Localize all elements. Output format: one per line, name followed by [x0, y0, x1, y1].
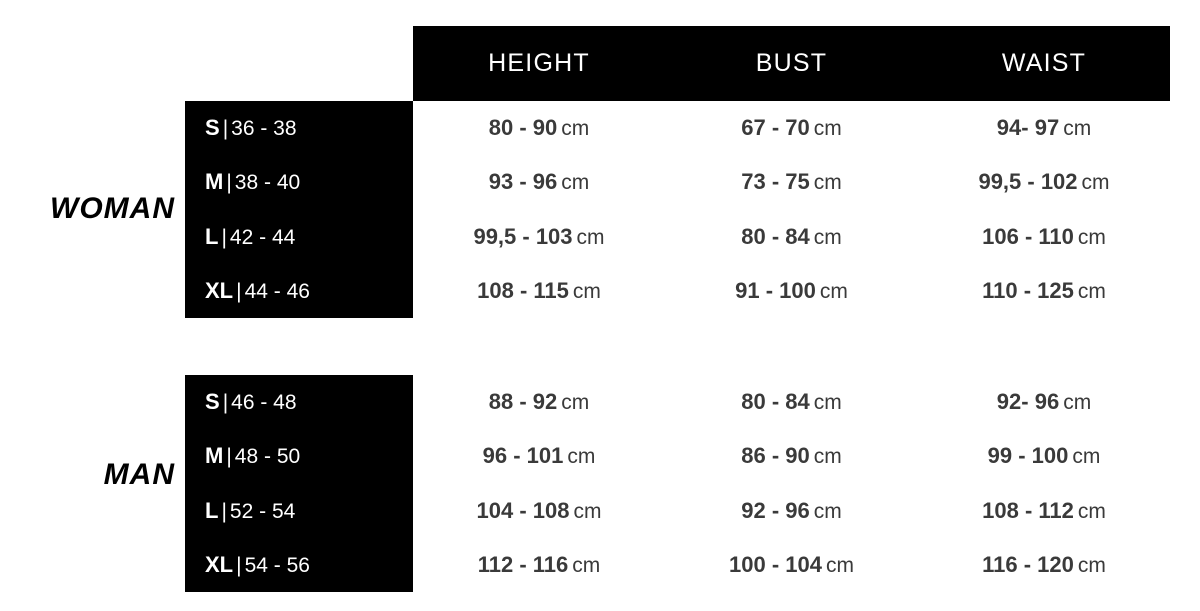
- unit-label: cm: [1077, 225, 1106, 249]
- waist-value: 116 - 120: [982, 551, 1074, 577]
- cell-height: [413, 498, 665, 524]
- waist-value: 99 - 100: [987, 443, 1069, 469]
- size-separator: |: [221, 499, 227, 523]
- size-letter: S: [205, 115, 220, 141]
- table-row: [185, 155, 1170, 209]
- bust-value: 91 - 100: [735, 277, 816, 303]
- unit-label: cm: [1077, 279, 1106, 303]
- unit-label: cm: [813, 391, 842, 415]
- cell-height: [413, 443, 665, 469]
- table-row: [185, 538, 1170, 592]
- unit-label: cm: [1077, 553, 1106, 577]
- height-value: 99,5 - 103: [473, 223, 573, 249]
- cell-waist: [918, 498, 1170, 524]
- column-header-height: HEIGHT: [488, 49, 590, 77]
- size-separator: |: [226, 171, 232, 195]
- size-separator: |: [222, 391, 229, 415]
- bust-value: 73 - 75: [741, 169, 810, 195]
- cell-height: [413, 224, 665, 250]
- unit-label: cm: [813, 117, 842, 141]
- size-separator: |: [222, 117, 229, 141]
- cell-waist: [918, 224, 1170, 250]
- cell-size: [185, 278, 413, 304]
- table-row: [185, 429, 1170, 483]
- table-header-row: [413, 26, 1170, 101]
- height-value: 80 - 90: [488, 115, 558, 141]
- unit-label: cm: [819, 279, 848, 303]
- unit-label: cm: [561, 117, 590, 141]
- cell-bust: [665, 278, 918, 304]
- table-row: [185, 210, 1170, 264]
- cell-size: [185, 389, 413, 415]
- cell-waist: [918, 169, 1170, 195]
- size-letter: XL: [205, 277, 234, 303]
- size-letter: M: [205, 169, 224, 195]
- waist-value: 99,5 - 102: [978, 169, 1078, 195]
- table-row: [185, 484, 1170, 538]
- unit-label: cm: [561, 391, 590, 415]
- unit-label: cm: [1077, 499, 1106, 523]
- height-value: 93 - 96: [488, 169, 558, 195]
- column-header-bust: BUST: [755, 49, 828, 77]
- size-letter: S: [205, 389, 220, 415]
- size-letter: XL: [205, 551, 234, 577]
- cell-bust: [665, 169, 918, 195]
- unit-label: cm: [561, 171, 590, 195]
- waist-value: 108 - 112: [982, 497, 1074, 523]
- unit-label: cm: [573, 499, 602, 523]
- cell-bust: [665, 115, 918, 141]
- cell-height: [413, 169, 665, 195]
- group-label-woman: WOMAN: [50, 192, 175, 225]
- cell-size: [185, 498, 413, 524]
- unit-label: cm: [1063, 391, 1092, 415]
- cell-size: [185, 443, 413, 469]
- table-row: [185, 264, 1170, 318]
- size-range: 48 - 50: [234, 445, 301, 469]
- cell-bust: [665, 443, 918, 469]
- height-value: 108 - 115: [477, 277, 569, 303]
- bust-value: 80 - 84: [741, 223, 810, 249]
- cell-size: [185, 552, 413, 578]
- size-separator: |: [236, 279, 242, 303]
- unit-label: cm: [572, 279, 601, 303]
- bust-value: 80 - 84: [741, 389, 810, 415]
- height-value: 96 - 101: [482, 443, 564, 469]
- cell-bust: [665, 498, 918, 524]
- table-body-man: [185, 375, 1170, 592]
- size-separator: |: [236, 553, 242, 577]
- cell-waist: [918, 443, 1170, 469]
- size-range: 36 - 38: [231, 117, 297, 141]
- unit-label: cm: [825, 553, 854, 577]
- cell-size: [185, 224, 413, 250]
- column-header-waist: WAIST: [1001, 49, 1087, 77]
- table-row: [185, 101, 1170, 155]
- waist-value: 110 - 125: [982, 277, 1074, 303]
- waist-value: 94- 97: [996, 115, 1060, 141]
- size-letter: L: [205, 497, 219, 523]
- cell-waist: [918, 552, 1170, 578]
- height-value: 112 - 116: [477, 551, 569, 577]
- cell-waist: [918, 389, 1170, 415]
- size-letter: M: [205, 443, 224, 469]
- table-body-woman: [185, 101, 1170, 318]
- unit-label: cm: [813, 171, 842, 195]
- height-value: 104 - 108: [476, 497, 570, 523]
- unit-label: cm: [576, 225, 605, 249]
- cell-bust: [665, 389, 918, 415]
- cell-bust: [665, 224, 918, 250]
- cell-height: [413, 278, 665, 304]
- size-range: 46 - 48: [231, 391, 297, 415]
- size-range: 52 - 54: [229, 499, 296, 523]
- size-range: 54 - 56: [244, 553, 310, 577]
- size-range: 44 - 46: [244, 279, 310, 303]
- size-separator: |: [226, 445, 232, 469]
- cell-height: [413, 552, 665, 578]
- bust-value: 100 - 104: [729, 551, 822, 577]
- cell-height: [413, 389, 665, 415]
- size-separator: |: [221, 225, 227, 249]
- unit-label: cm: [813, 499, 842, 523]
- cell-size: [185, 169, 413, 195]
- unit-label: cm: [813, 225, 842, 249]
- bust-value: 92 - 96: [741, 497, 810, 523]
- size-letter: L: [205, 223, 219, 249]
- height-value: 88 - 92: [488, 389, 558, 415]
- bust-value: 86 - 90: [741, 443, 810, 469]
- unit-label: cm: [1072, 445, 1101, 469]
- cell-bust: [665, 552, 918, 578]
- waist-value: 92- 96: [996, 389, 1060, 415]
- unit-label: cm: [1063, 117, 1092, 141]
- unit-label: cm: [572, 553, 601, 577]
- cell-height: [413, 115, 665, 141]
- size-range: 38 - 40: [234, 171, 301, 195]
- bust-value: 67 - 70: [741, 115, 810, 141]
- unit-label: cm: [813, 445, 842, 469]
- cell-waist: [918, 278, 1170, 304]
- cell-size: [185, 115, 413, 141]
- waist-value: 106 - 110: [982, 223, 1074, 249]
- cell-waist: [918, 115, 1170, 141]
- unit-label: cm: [567, 445, 596, 469]
- unit-label: cm: [1081, 171, 1110, 195]
- table-row: [185, 375, 1170, 429]
- size-range: 42 - 44: [229, 225, 296, 249]
- group-label-man: MAN: [103, 458, 175, 491]
